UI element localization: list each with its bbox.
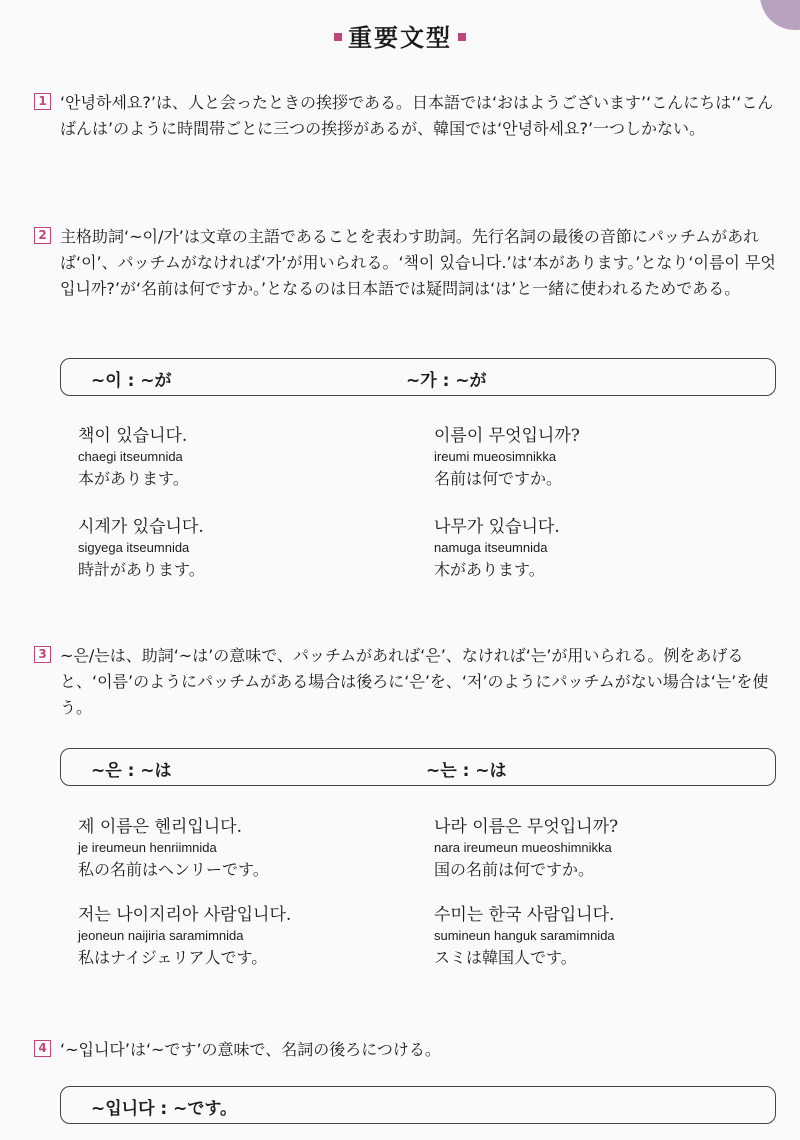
section-1 (34, 90, 784, 142)
example-japanese: スミは韓国人です。 (434, 948, 577, 967)
example-japanese: 私の名前はヘンリーです。 (78, 860, 269, 879)
pattern-box-2 (60, 358, 776, 396)
example-korean: 제 이름은 헨리입니다. (78, 817, 243, 837)
title-square-right (458, 33, 466, 41)
example-romanization: namuga itseumnida (434, 540, 548, 555)
example-japanese: 本があります。 (78, 469, 189, 488)
section-2-text: 主格助詞‘~이/가’は文章の主語であることを表わす助詞。先行名詞の最後の音節にパッチムがあれば‘이’、パッチムがなければ‘가’が用いられる。‘책이 있습니다.’は‘本があります。’となり‘이름이 무엇입니까?’が‘名前は何ですか。’となるのは日本語では疑問詞は‘は’と一緒に使われるためである。 (60, 227, 776, 298)
section-1-text: ‘안녕하세요?’は、人と会ったときの挨拶である。日本語では‘おはようございます’‘こんにちは’‘こんばんは’のように時間帯ごとに三つの挨拶があるが、韓国では‘안녕하세요?’一つしかない。 (60, 93, 774, 138)
section-3-text: ~은/는は、助詞‘~は’の意味で、パッチムがあれば‘은’、なければ‘는’が用いられる。例をあげると、‘이름’のようにパッチムがある場合は後ろに‘은’を、‘저’のようにパッチムがない場合は‘는’を使う。 (60, 646, 769, 717)
example-korean: 이름이 무엇입니까? (434, 426, 580, 446)
pattern-right: ~가 : ~が (406, 371, 487, 391)
example-romanization: sumineun hanguk saramimnida (434, 928, 615, 943)
example-korean: 시계가 있습니다. (78, 517, 204, 537)
example-romanization: sigyega itseumnida (78, 540, 190, 555)
example-japanese: 時計があります。 (78, 560, 205, 579)
example-romanization: ireumi mueosimnikka (434, 449, 557, 464)
section-number-4: 4 (34, 1040, 51, 1057)
example-3-1 (78, 815, 269, 883)
example-3-4 (434, 903, 615, 971)
example-korean: 나무가 있습니다. (434, 517, 560, 537)
example-3-3 (78, 903, 291, 971)
example-romanization: nara ireumeun mueoshimnikka (434, 840, 612, 855)
section-number-2: 2 (34, 227, 51, 244)
example-2-3 (78, 515, 205, 583)
example-korean: 책이 있습니다. (78, 426, 188, 446)
example-2-4 (434, 515, 560, 583)
pattern-left: ~입니다 : ~です。 (91, 1099, 238, 1119)
example-japanese: 名前は何ですか。 (434, 469, 563, 488)
example-japanese: 木があります。 (434, 560, 545, 579)
example-3-2 (434, 815, 618, 883)
section-4 (34, 1037, 784, 1063)
section-2 (34, 224, 784, 302)
pattern-left: ~이 : ~が (91, 371, 172, 391)
example-2-2 (434, 424, 580, 492)
section-4-text: ‘~입니다’は‘~です’の意味で、名詞の後ろにつける。 (60, 1040, 441, 1059)
example-korean: 저는 나이지리아 사람입니다. (78, 905, 292, 925)
section-3 (34, 643, 784, 721)
page-title: 重要文型 (0, 18, 800, 53)
example-romanization: je ireumeun henriimnida (78, 840, 217, 855)
pattern-box-4 (60, 1086, 776, 1124)
section-number-1: 1 (34, 93, 51, 110)
example-korean: 수미는 한국 사람입니다. (434, 905, 615, 925)
example-romanization: jeoneun naijiria saramimnida (78, 928, 244, 943)
section-number-3: 3 (34, 646, 51, 663)
example-japanese: 私はナイジェリア人です。 (78, 948, 268, 967)
pattern-right: ~는 : ~は (426, 761, 507, 781)
pattern-left: ~은 : ~は (91, 761, 172, 781)
title-square-left (334, 33, 342, 41)
example-japanese: 国の名前は何ですか。 (434, 860, 595, 879)
example-romanization: chaegi itseumnida (78, 449, 183, 464)
example-korean: 나라 이름은 무엇입니까? (434, 817, 619, 837)
example-2-1 (78, 424, 189, 492)
pattern-box-3 (60, 748, 776, 786)
